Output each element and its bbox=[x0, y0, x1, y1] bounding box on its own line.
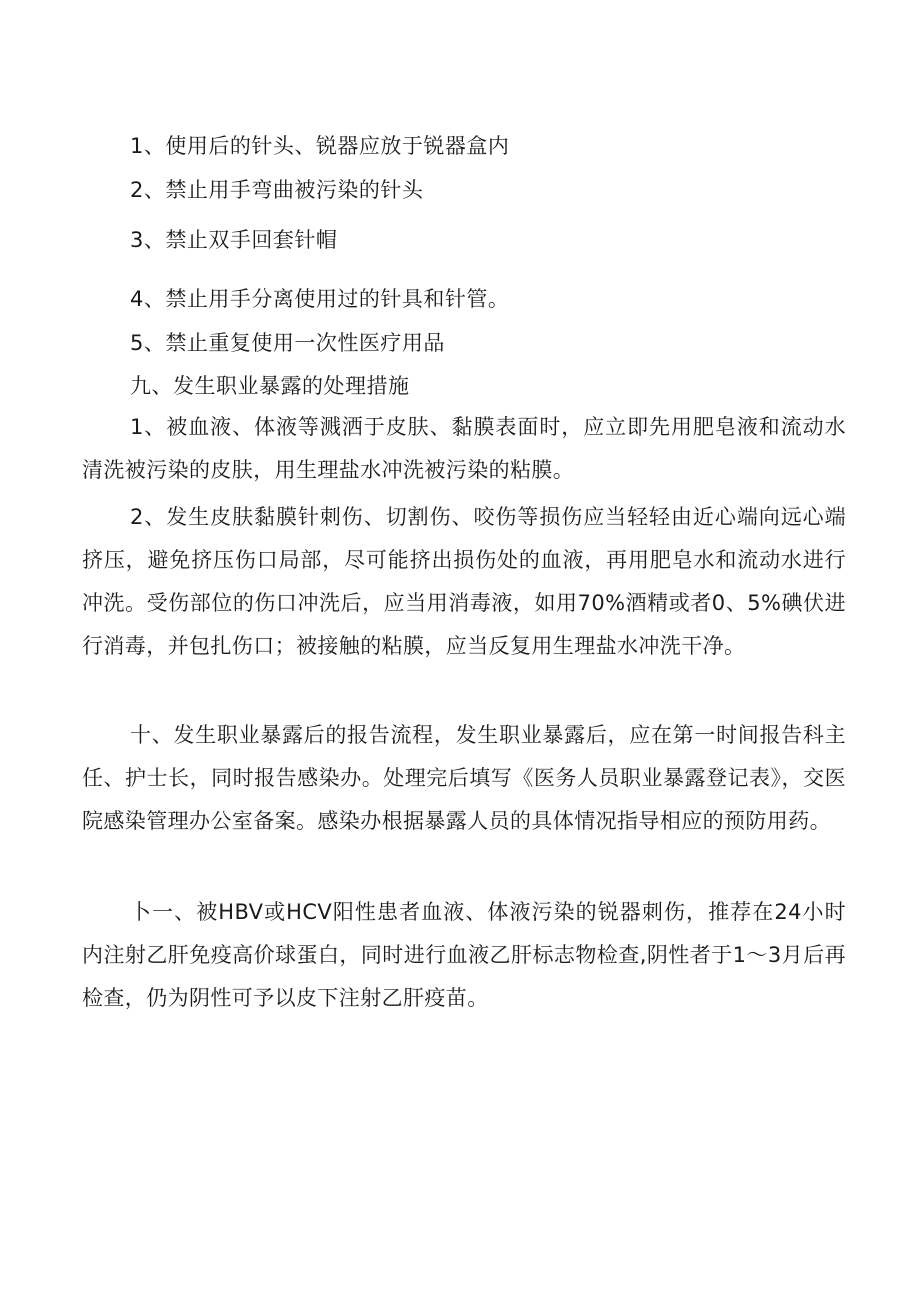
list-item-2: 2、禁止用手弯曲被污染的针头 bbox=[130, 178, 424, 202]
paragraph-exposure-wound: 2、发生皮肤黏膜针刺伤、切割伤、咬伤等损伤应当轻轻由近心端向远心端挤压，避免挤压伤口局部，尽可能挤出损伤处的血液，再用肥皂水和流动水进行冲洗。受伤部位的伤口冲洗后，应当用消毒液，如用70%酒精或者0、5%碘伏进行消毒，并包扎伤口；被接触的粘膜，应当反复用生理盐水冲洗干净。 bbox=[82, 505, 846, 658]
section-nine-heading: 九、发生职业暴露的处理措施 bbox=[130, 374, 410, 398]
paragraph-hbv-hcv: 卜一、被HBV或HCV阳性患者血液、体液污染的锐器刺伤，推荐在24小时内注射乙肝免疫高价球蛋白，同时进行血液乙肝标志物检查,阴性者于1～3月后再检查，仍为阴性可予以皮下注射乙肝疫苗。 bbox=[82, 900, 846, 1010]
list-item-1: 1、使用后的针头、锐器应放于锐器盒内 bbox=[130, 134, 510, 158]
paragraph-report-procedure: 十、发生职业暴露后的报告流程，发生职业暴露后，应在第一时间报告科主任、护士长，同时报告感染办。处理完后填写《医务人员职业暴露登记表》，交医院感染管理办公室备案。感染办根据暴露人员的具体情况指导相应的预防用药。 bbox=[82, 723, 846, 833]
paragraph-exposure-skin: 1、被血液、体液等溅洒于皮肤、黏膜表面时，应立即先用肥皂液和流动水清洗被污染的皮肤，用生理盐水冲洗被污染的粘膜。 bbox=[82, 415, 846, 482]
list-item-5: 5、禁止重复使用一次性医疗用品 bbox=[130, 331, 445, 355]
list-item-3: 3、禁止双手回套针帽 bbox=[130, 228, 338, 252]
list-item-4: 4、禁止用手分离使用过的针具和针管。 bbox=[130, 287, 510, 311]
